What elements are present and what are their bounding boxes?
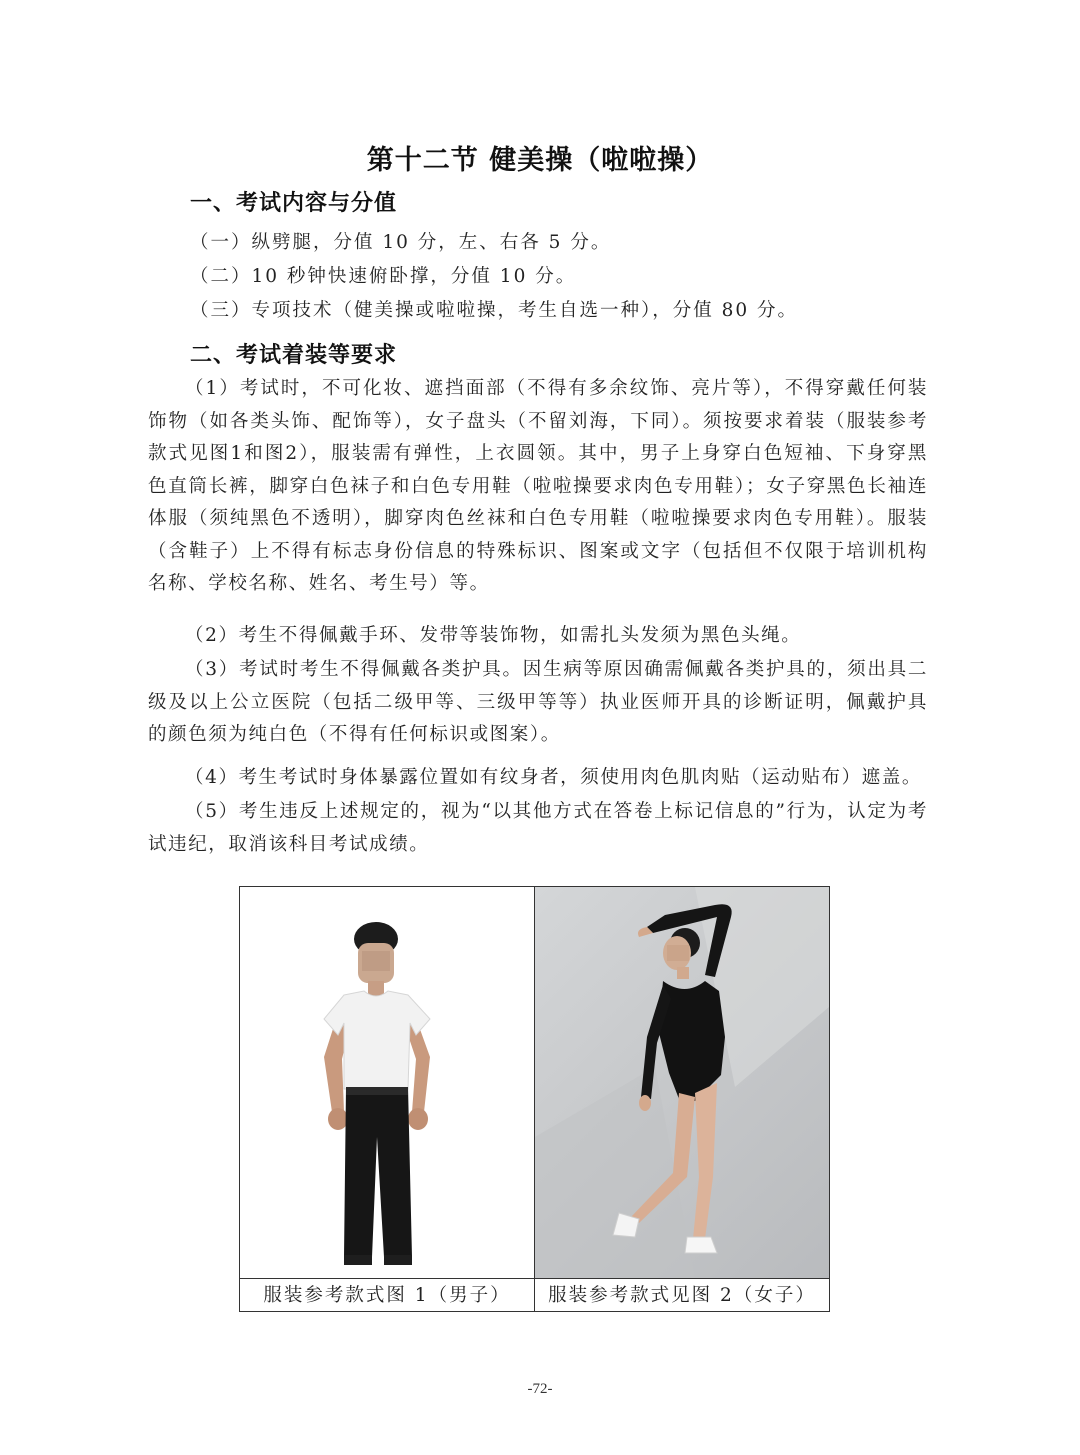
male-figure-caption: 服装参考款式图 1（男子） [240,1279,535,1312]
section-heading-dress-code: 二、考试着装等要求 [190,343,398,368]
exam-item-split: （一）纵劈腿，分值 10 分，左、右各 5 分。 [190,232,612,253]
exam-item-technique: （三）专项技术（健美操或啦啦操，考生自选一种），分值 80 分。 [190,300,799,321]
rule-paragraph-4: （4）考生考试时身体暴露位置如有纹身者，须使用肉色肌肉贴（运动贴布）遮盖。 [185,767,922,788]
exam-item-pushup: （二）10 秒钟快速俯卧撑，分值 10 分。 [190,266,577,287]
female-figure-caption: 服装参考款式见图 2（女子） [548,1285,816,1306]
figure-table [239,886,830,1312]
section-heading-exam-content: 一、考试内容与分值 [190,191,398,216]
page-number: -72- [527,1381,553,1397]
rule-paragraph-1: （1）考试时，不可化妆、遮挡面部（不得有多余纹饰、亮片等），不得穿戴任何装饰物（如各类头饰、配饰等），女子盘头（不留刘海，下同）。须按要求着装（服装参考款式见图1和图2），服装需有弹性，上衣圆领。其中，男子上身穿白色短袖、下身穿黑色直筒长裤，脚穿白色袜子和白色专用鞋（啦啦操要求肉色专用鞋）；女子穿黑色长袖连体服（须纯黑色不透明），脚穿肉色丝袜和白色专用鞋（啦啦操要求肉色专用鞋）。服装（含鞋子）上不得有标志身份信息的特殊标识、图案或文字（包括但不仅限于培训机构名称、学校名称、姓名、考生号）等。 [148,378,928,594]
figure-caption-row [240,1278,829,1312]
rule-paragraph-3: （3）考试时考生不得佩戴各类护具。因生病等原因确需佩戴各类护具的，须出具二级及以上公立医院（包括二级甲等、三级甲等等）执业医师开具的诊断证明，佩戴护具的颜色须为纯白色（不得有任何标识或图案）。 [148,659,928,745]
male-outfit-photo [240,887,535,1278]
female-outfit-photo [535,887,829,1278]
page-title: 第十二节 健美操（啦啦操） [366,145,714,176]
rule-paragraph-5: （5）考生违反上述规定的，视为“以其他方式在答卷上标记信息的”行为，认定为考试违纪，取消该科目考试成绩。 [148,801,928,855]
rule-paragraph-2: （2）考生不得佩戴手环、发带等装饰物，如需扎头发须为黑色头绳。 [185,625,802,646]
